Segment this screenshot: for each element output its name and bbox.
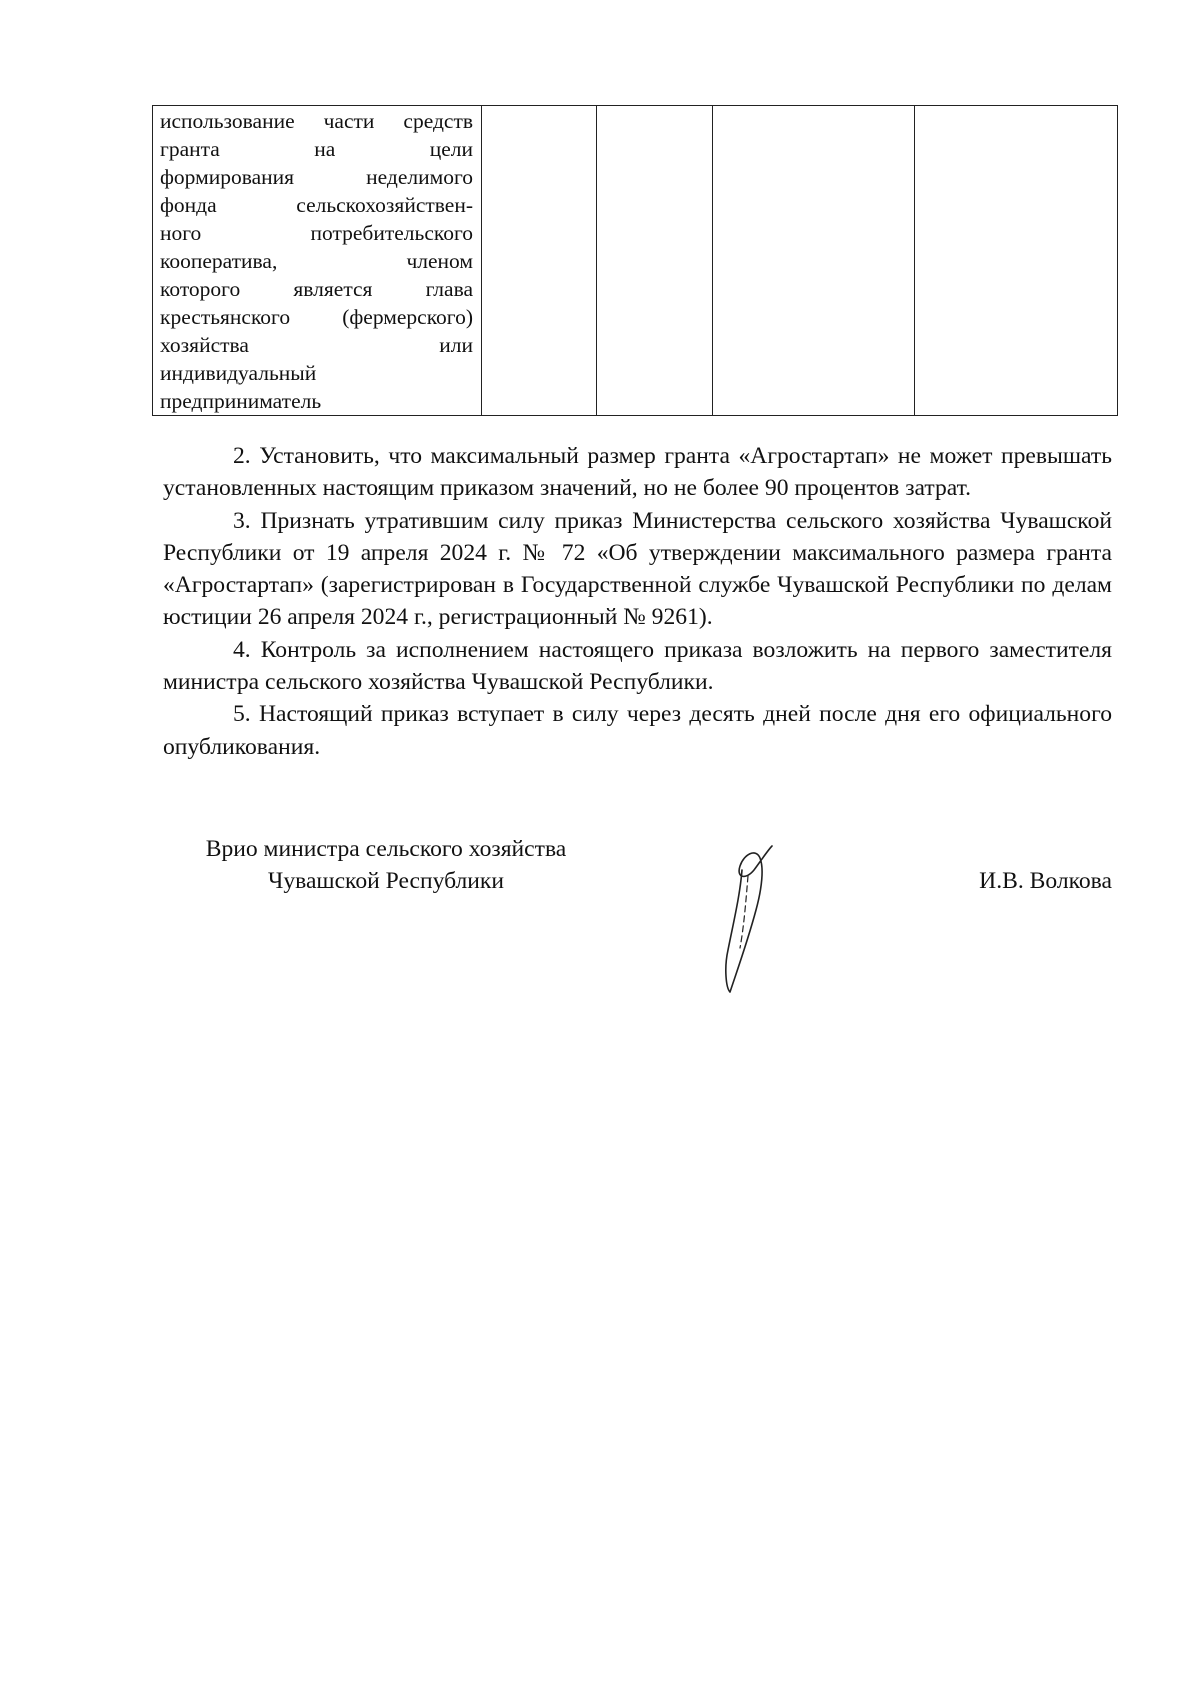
cell-line: крестьянского (фермерского) — [160, 305, 473, 329]
table-cell-empty — [597, 106, 713, 416]
signatory-position-line: Врио министра сельского хозяйства — [205, 836, 567, 862]
cell-line: ного потребительского — [160, 221, 473, 245]
table-cell-description — [153, 106, 482, 416]
order-paragraphs — [163, 440, 1112, 763]
grant-table-fragment — [152, 105, 1118, 416]
table-cell-empty — [482, 106, 597, 416]
cell-line: хозяйства или — [160, 333, 473, 357]
handwritten-signature — [710, 840, 800, 1000]
cell-line: предприниматель — [160, 389, 322, 413]
paragraph-item-4: 4. Контроль за исполнением настоящего приказа возложить на первого заместителя министра сельского хозяйства Чувашской Республики. — [163, 636, 1112, 696]
table-cell-empty — [915, 106, 1118, 416]
cell-line: формирования неделимого — [160, 165, 473, 189]
table-cell-empty — [713, 106, 915, 416]
cell-line: кооператива, членом — [160, 249, 473, 273]
table-row — [153, 106, 1118, 416]
signatory-position — [176, 833, 596, 897]
cell-line: фонда сельскохозяйствен- — [160, 193, 473, 217]
cell-line: гранта на цели — [160, 137, 473, 161]
cell-line: использование части средств — [160, 109, 473, 133]
cell-text — [153, 106, 481, 415]
signatory-position-line: Чувашской Республики — [267, 868, 505, 894]
paragraph-item-3: 3. Признать утратившим силу приказ Министерства сельского хозяйства Чувашской Республики от 19 апреля 2024 г. № 72 «Об утверждении максимального размера гранта «Агростартап» (зарегистрирован в Государственной службе Чувашской Республики по делам юстиции 26 апреля 2024 г., регистрационный № 9261). — [163, 507, 1112, 631]
cell-line: индивидуальный — [160, 361, 317, 385]
cell-line: которого является глава — [160, 277, 473, 301]
signatory-name: И.В. Волкова — [979, 868, 1112, 894]
paragraph-item-5: 5. Настоящий приказ вступает в силу через десять дней после дня его официального опубликования. — [163, 701, 1112, 760]
paragraph-item-2: 2. Установить, что максимальный размер гранта «Агростартап» не может превышать установленных настоящим приказом значений, но не более 90 процентов затрат. — [163, 443, 1112, 502]
